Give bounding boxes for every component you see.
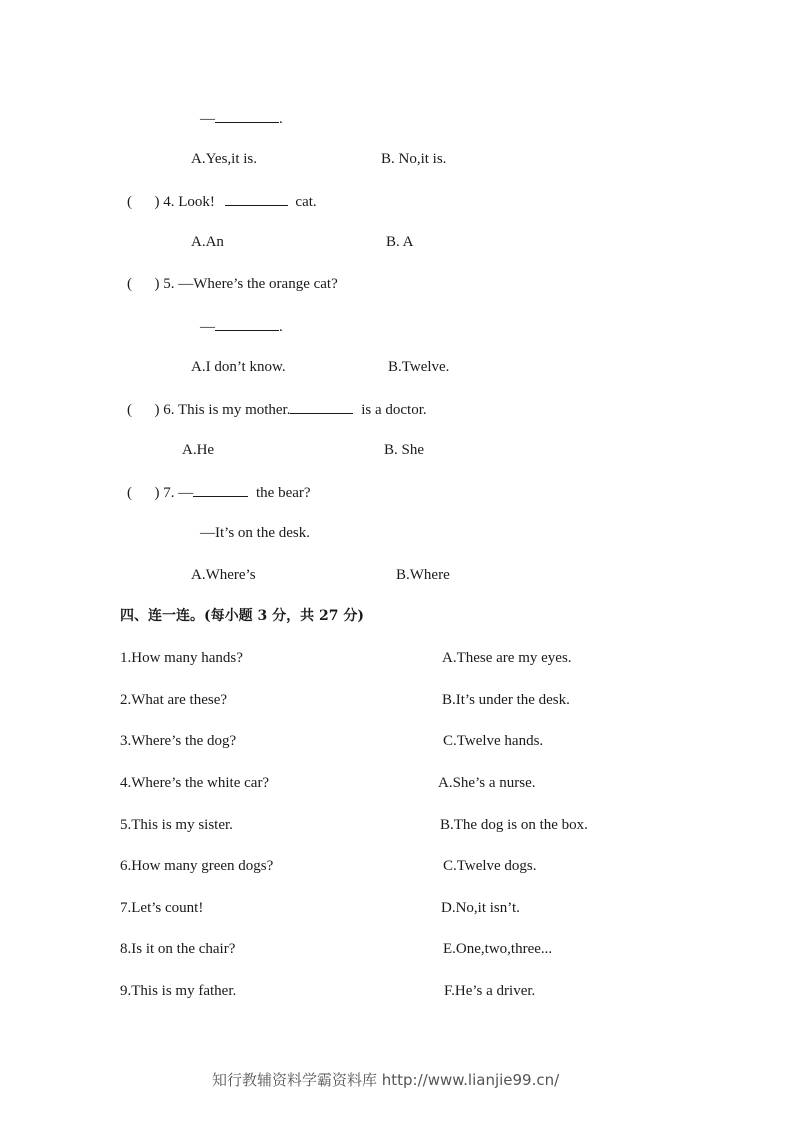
match-right-3[interactable]: C.Twelve hands. [443,733,544,749]
q5-answer-line [200,316,283,337]
q5-answer-blank[interactable] [215,316,279,331]
match-right-7[interactable]: D.No,it isn’t. [441,900,520,916]
q5-bracket[interactable]: ( ) [127,276,164,292]
match-right-4[interactable]: A.She’s a nurse. [438,775,536,791]
q4-question [127,191,317,212]
q3-option-b: B. No,it is. [381,151,447,167]
match-left-8[interactable]: 8.Is it on the chair? [120,941,236,957]
q7-question [127,482,311,503]
q3-answer-blank[interactable] [215,108,279,123]
q4-after: cat. [295,194,317,210]
match-right-8[interactable]: E.One,two,three... [443,941,553,957]
q7-text: 7. — [163,485,194,501]
q6-text: 6. This is my mother. [163,402,291,418]
q6-option-a: A.He [182,442,215,458]
match-left-2[interactable]: 2.What are these? [120,692,228,708]
q7-after: the bear? [256,485,311,501]
q4-bracket[interactable]: ( ) [127,194,164,210]
match-left-3[interactable]: 3.Where’s the dog? [120,733,237,749]
match-right-5[interactable]: B.The dog is on the box. [440,817,588,833]
q5-text: 5. —Where’s the orange cat? [163,276,338,292]
q6-blank[interactable] [290,399,353,414]
q4-option-b: B. A [386,234,414,250]
match-right-2[interactable]: B.It’s under the desk. [442,692,570,708]
footer-watermark: 知行教辅资料学霸资料库 http://www.lianjie99.cn/ [212,1071,560,1089]
q5-answer-suffix: . [279,319,283,335]
q6-bracket[interactable]: ( ) [127,402,164,418]
q3-option-a: A.Yes,it is. [191,151,257,167]
q3-answer-suffix: . [279,111,283,127]
q4-blank[interactable] [225,191,288,206]
q7-blank[interactable] [193,482,248,497]
match-right-1[interactable]: A.These are my eyes. [442,650,572,666]
q7-option-a: A.Where’s [191,567,256,583]
match-right-6[interactable]: C.Twelve dogs. [443,858,537,874]
q5-question [127,274,338,294]
q5-option-a: A.I don’t know. [191,359,286,375]
match-left-5[interactable]: 5.This is my sister. [120,817,233,833]
q6-question [127,399,427,420]
match-left-9[interactable]: 9.This is my father. [120,983,237,999]
q3-answer-prefix: — [200,111,215,127]
match-left-4[interactable]: 4.Where’s the white car? [120,775,270,791]
match-left-7[interactable]: 7.Let’s count! [120,900,204,916]
q7-option-b: B.Where [396,567,450,583]
q6-option-b: B. She [384,442,425,458]
q6-after: is a doctor. [361,402,427,418]
match-left-1[interactable]: 1.How many hands? [120,650,243,666]
match-right-9[interactable]: F.He’s a driver. [444,983,536,999]
q7-bracket[interactable]: ( ) [127,485,164,501]
q3-answer-line [200,108,283,129]
match-left-6[interactable]: 6.How many green dogs? [120,858,274,874]
section4-heading: 四、连一连。(每小题 3 分，共 27 分) [120,608,364,624]
q7-answer: —It’s on the desk. [200,525,310,541]
q4-option-a: A.An [191,234,224,250]
q5-answer-prefix: — [200,319,215,335]
q5-option-b: B.Twelve. [388,359,450,375]
q4-text: 4. Look! [163,194,215,210]
